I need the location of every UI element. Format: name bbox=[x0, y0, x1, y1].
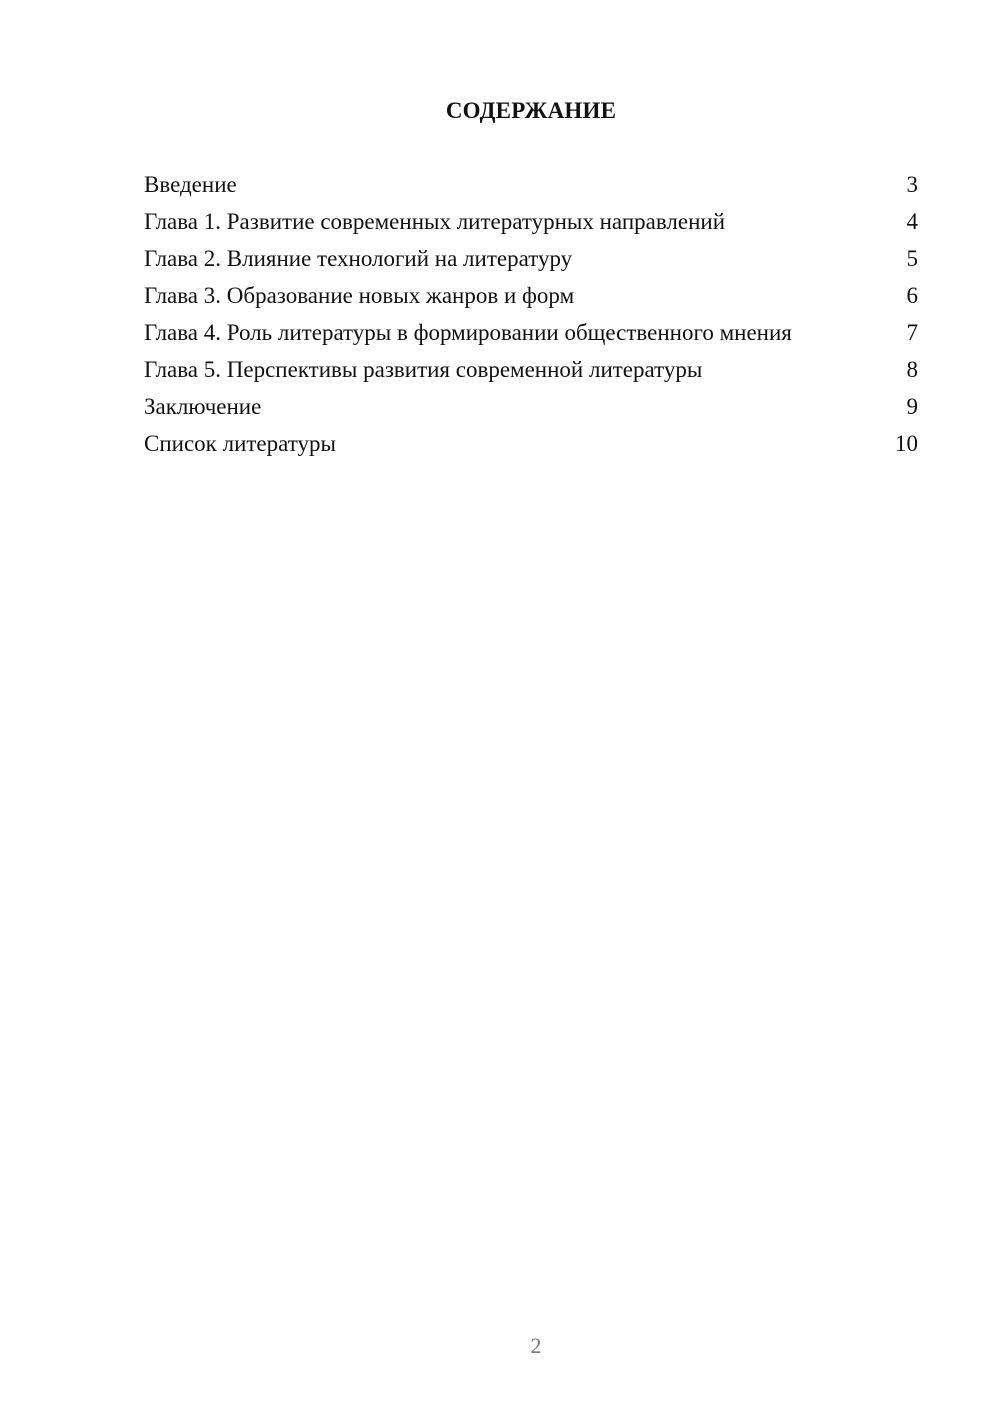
table-of-contents bbox=[144, 171, 918, 467]
toc-entry-label: Список литературы bbox=[144, 431, 336, 456]
toc-entry-label: Глава 2. Влияние технологий на литературу bbox=[144, 246, 573, 271]
toc-entry bbox=[144, 208, 918, 235]
toc-entry-label: Глава 4. Роль литературы в формировании общественного мнения bbox=[144, 320, 792, 345]
page-number: 2 bbox=[530, 1333, 542, 1358]
toc-entry bbox=[144, 171, 918, 198]
toc-entry-page: 6 bbox=[906, 283, 918, 308]
toc-entry bbox=[144, 282, 918, 309]
toc-entry-label: Глава 1. Развитие современных литературных направлений bbox=[144, 209, 726, 234]
toc-entry-page: 10 bbox=[895, 431, 918, 456]
toc-entry bbox=[144, 393, 918, 420]
toc-entry bbox=[144, 430, 918, 457]
toc-entry bbox=[144, 319, 918, 346]
toc-entry-label: Глава 3. Образование новых жанров и форм bbox=[144, 283, 575, 308]
toc-entry-page: 3 bbox=[906, 172, 918, 197]
toc-entry-label: Глава 5. Перспективы развития современной литературы bbox=[144, 357, 703, 382]
toc-entry-label: Введение bbox=[144, 172, 237, 197]
toc-entry bbox=[144, 356, 918, 383]
toc-entry-page: 4 bbox=[906, 209, 918, 234]
toc-entry-page: 9 bbox=[906, 394, 918, 419]
toc-entry-label: Заключение bbox=[144, 394, 262, 419]
toc-entry bbox=[144, 245, 918, 272]
toc-entry-page: 7 bbox=[906, 320, 918, 345]
toc-entry-page: 8 bbox=[906, 357, 918, 382]
page-title: СОДЕРЖАНИЕ bbox=[445, 98, 617, 123]
toc-entry-page: 5 bbox=[906, 246, 918, 271]
